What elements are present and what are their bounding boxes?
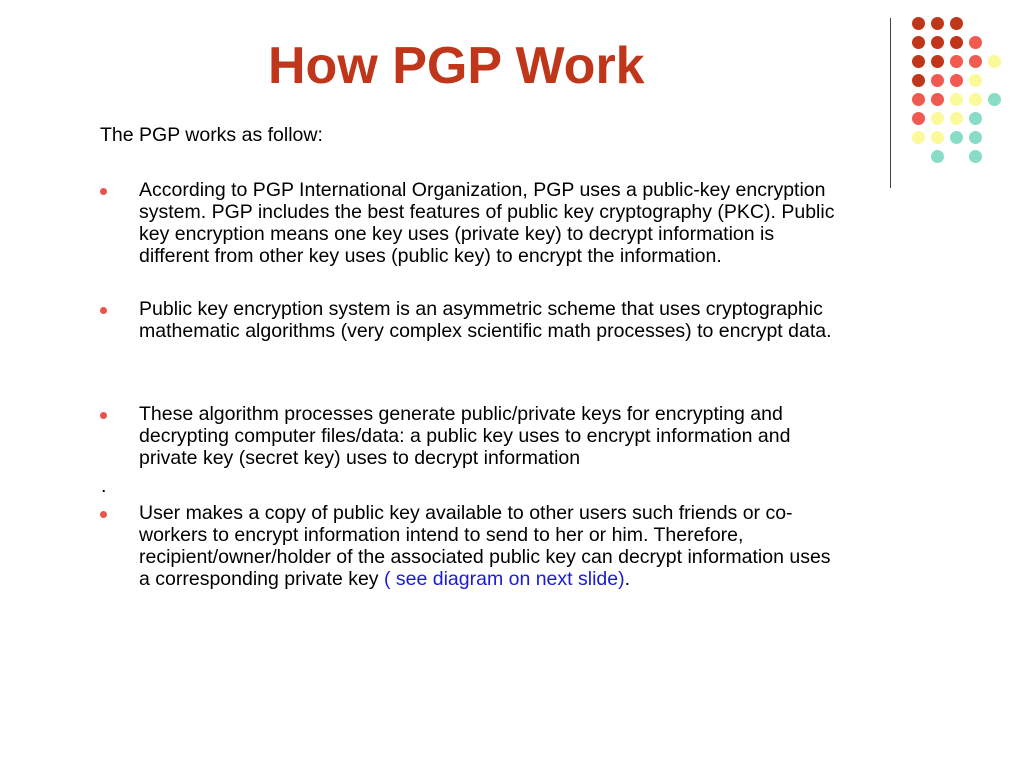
bullet-line: These algorithm processes generate public/private keys for encrypting and [139,403,783,425]
decor-dot [931,74,944,87]
decor-dot [950,112,963,125]
bullet-text [139,298,960,342]
bullet-line-text: a corresponding private key [139,568,384,590]
decor-dot [969,55,982,68]
decor-dot [950,36,963,49]
bullet-item [100,403,960,469]
bullet-text [139,502,960,590]
decor-dot [931,131,944,144]
bullet-text [139,403,960,469]
bullet-line: private key (secret key) uses to decrypt information [139,447,581,469]
bullet-item [100,502,960,590]
slide-title: How PGP Work [268,37,645,95]
bullet-line: mathematic algorithms (very complex scientific math processes) to encrypt data. [139,320,832,342]
decor-dot [950,74,963,87]
decor-dot [931,17,944,30]
bullet-line: User makes a copy of public key available to other users such friends or co- [139,502,793,524]
bullet-line: different from other key uses (public key) to encrypt the information. [139,245,722,267]
decorative-dot-grid [0,0,1024,200]
bullet-dot-icon [100,511,107,518]
decor-dot [969,150,982,163]
bullet-item [100,179,960,267]
next-slide-link[interactable]: ( see diagram on next slide) [383,568,625,590]
bullet-line: Public key encryption system is an asymmetric scheme that uses cryptographic [139,298,823,320]
decor-dot [950,17,963,30]
bullet-line-last [139,568,960,590]
intro-text: The PGP works as follow: [100,124,323,146]
decor-dot [912,93,925,106]
decor-dot [912,17,925,30]
decor-dot [988,55,1001,68]
bullet-item [100,298,960,342]
decor-dot [912,55,925,68]
decorative-vertical-line [890,18,891,188]
decor-dot [969,36,982,49]
decor-dot [988,93,1001,106]
decor-dot [969,74,982,87]
stray-period: . [101,475,107,497]
decor-dot [931,150,944,163]
bullet-line: According to PGP International Organization, PGP uses a public-key encryption [139,179,826,201]
bullet-line: system. PGP includes the best features of public key cryptography (PKC). Public [139,201,835,223]
decor-dot [950,55,963,68]
decor-dot [912,74,925,87]
bullet-dot-icon [100,307,107,314]
decor-dot [931,36,944,49]
decor-dot [969,93,982,106]
bullet-line: recipient/owner/holder of the associated public key can decrypt information uses [139,546,831,568]
decor-dot [931,93,944,106]
bullet-line: workers to encrypt information intend to send to her or him. Therefore, [139,524,744,546]
decor-dot [912,131,925,144]
bullet-line: key encryption means one key uses (private key) to decrypt information is [139,223,775,245]
decor-dot [931,112,944,125]
decor-dot [931,55,944,68]
decor-dot [950,131,963,144]
bullet-dot-icon [100,412,107,419]
bullet-dot-icon [100,188,107,195]
decor-dot [912,112,925,125]
decor-dot [950,93,963,106]
bullet-line: decrypting computer files/data: a public key uses to encrypt information and [139,425,791,447]
trailing-period: . [624,568,631,590]
decor-dot [912,36,925,49]
decor-dot [969,112,982,125]
decor-dot [969,131,982,144]
bullet-text [139,179,960,267]
